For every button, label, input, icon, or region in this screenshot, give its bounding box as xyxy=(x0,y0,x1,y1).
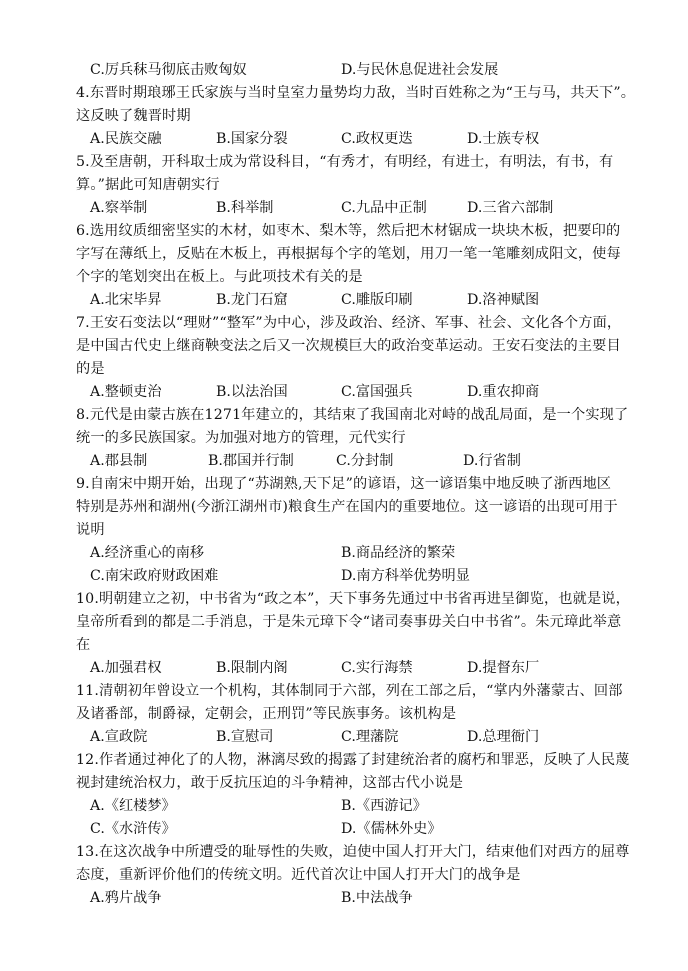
q6-stem-line2: 字写在薄纸上，反贴在木板上，再根据每个字的笔划，用刀一笔一笔雕刻成阳文，使每 xyxy=(76,246,621,262)
q10-stem-line1: 10.明朝建立之初，中书省为“政之本”，天下事务先通过中书省再进呈御览，也就是说， xyxy=(76,591,630,607)
q3-option-c: C.厉兵秣马彻底击败匈奴 xyxy=(90,62,247,78)
q5-stem-line1: 5.及至唐朝，开科取士成为常设科目，“有秀才，有明经，有进士，有明法，有书，有 xyxy=(76,154,614,170)
q11-stem-line2: 及诸番部，制爵禄，定朝会，正刑罚”等民族事务。该机构是 xyxy=(76,706,457,722)
q4-option-c: C.政权更迭 xyxy=(341,131,413,147)
q7-option-a: A.整顿吏治 xyxy=(90,384,162,400)
q9-option-c: C.南宋政府财政困难 xyxy=(90,568,219,584)
q8-option-d: D.行省制 xyxy=(463,453,521,469)
q10-option-b: B.限制内阁 xyxy=(216,660,288,676)
q9-stem-line3: 说明 xyxy=(76,522,105,538)
q12-option-a: A.《红楼梦》 xyxy=(90,798,176,814)
q7-option-b: B.以法治国 xyxy=(216,384,288,400)
q5-option-c: C.九品中正制 xyxy=(341,200,427,216)
q4-option-b: B.国家分裂 xyxy=(216,131,288,147)
q10-option-a: A.加强君权 xyxy=(90,660,162,676)
q13-option-b: B.中法战争 xyxy=(341,890,413,906)
q10-option-d: D.提督东厂 xyxy=(467,660,540,676)
q9-option-a: A.经济重心的南移 xyxy=(90,545,205,561)
q6-option-c: C.雕版印刷 xyxy=(341,292,413,308)
q5-option-d: D.三省六部制 xyxy=(467,200,554,216)
q5-option-b: B.科举制 xyxy=(216,200,274,216)
q9-stem-line1: 9.自南宋中期开始，出现了“苏湖熟,天下足”的谚语，这一谚语集中地反映了浙西地区 xyxy=(76,476,612,492)
q9-option-d: D.南方科举优势明显 xyxy=(341,568,470,584)
q5-option-a: A.察举制 xyxy=(90,200,148,216)
q4-stem-line2: 这反映了魏晋时期 xyxy=(76,108,191,124)
q8-stem-line2: 统一的多民族国家。为加强对地方的管理，元代实行 xyxy=(76,430,406,446)
q8-stem-line1: 8.元代是由蒙古族在1271年建立的，其结束了我国南北对峙的战乱局面，是一个实现了 xyxy=(76,407,629,423)
q6-stem-line3: 个字的笔划突出在板上。与此项技术有关的是 xyxy=(76,269,363,285)
q7-stem-line3: 的是 xyxy=(76,361,105,377)
q11-stem-line1: 11.清朝初年曾设立一个机构，其体制同于六部，列在工部之后，“掌内外藩蒙古、回部 xyxy=(76,683,623,699)
q6-option-a: A.北宋毕昇 xyxy=(90,292,162,308)
q8-option-a: A.郡县制 xyxy=(90,453,148,469)
q5-stem-line2: 算。”据此可知唐朝实行 xyxy=(76,177,220,193)
q12-stem-line2: 视封建统治权力，敢于反抗压迫的斗争精神，这部古代小说是 xyxy=(76,775,464,791)
q12-stem-line1: 12.作者通过神化了的人物，淋漓尽致的揭露了封建统治者的腐朽和罪恶，反映了人民蔑 xyxy=(76,752,630,768)
q10-option-c: C.实行海禁 xyxy=(341,660,413,676)
q11-option-a: A.宣政院 xyxy=(90,729,148,745)
q7-stem-line1: 7.王安石变法以“理财”“整军”为中心，涉及政治、经济、军事、社会、文化各个方面， xyxy=(76,315,622,331)
q10-stem-line3: 在 xyxy=(76,637,91,653)
q8-option-c: C.分封制 xyxy=(336,453,394,469)
q8-option-b: B.郡国并行制 xyxy=(208,453,294,469)
q10-stem-line2: 皇帝所看到的都是二手消息，于是朱元璋下令“诸司奏事毋关白中书省”。朱元璋此举意 xyxy=(76,614,622,630)
q13-option-a: A.鸦片战争 xyxy=(90,890,162,906)
q4-option-d: D.士族专权 xyxy=(467,131,540,147)
q11-option-b: B.宣慰司 xyxy=(216,729,274,745)
q6-stem-line1: 6.选用纹质细密坚实的木材，如枣木、梨木等，然后把木材锯成一块块木板，把要印的 xyxy=(76,223,621,239)
q12-option-c: C.《水浒传》 xyxy=(90,821,176,837)
q3-option-d: D.与民休息促进社会发展 xyxy=(341,62,499,78)
q7-option-c: C.富国强兵 xyxy=(341,384,413,400)
q11-option-c: C.理藩院 xyxy=(341,729,399,745)
q4-stem-line1: 4.东晋时期琅琊王氏家族与当时皇室力量势均力敌，当时百姓称之为“王与马，共天下”。 xyxy=(76,85,636,101)
q12-option-d: D.《儒林外史》 xyxy=(341,821,442,837)
q7-option-d: D.重农抑商 xyxy=(467,384,540,400)
q12-option-b: B.《西游记》 xyxy=(341,798,427,814)
q9-option-b: B.商品经济的繁荣 xyxy=(341,545,456,561)
q7-stem-line2: 是中国古代史上继商鞅变法之后又一次规模巨大的政治变革运动。王安石变法的主要目 xyxy=(76,338,621,354)
q13-stem-line2: 态度，重新评价他们的传统文明。近代首次让中国人打开大门的战争是 xyxy=(76,867,521,883)
q11-option-d: D.总理衙门 xyxy=(467,729,540,745)
q6-option-d: D.洛神赋图 xyxy=(467,292,540,308)
q6-option-b: B.龙门石窟 xyxy=(216,292,288,308)
q13-stem-line1: 13.在这次战争中所遭受的耻辱性的失败，迫使中国人打开大门，结束他们对西方的屈尊 xyxy=(76,844,630,860)
q4-option-a: A.民族交融 xyxy=(90,131,162,147)
q9-stem-line2: 特别是苏州和湖州(今浙江湖州市)粮食生产在国内的重要地位。这一谚语的出现可用于 xyxy=(76,499,618,515)
